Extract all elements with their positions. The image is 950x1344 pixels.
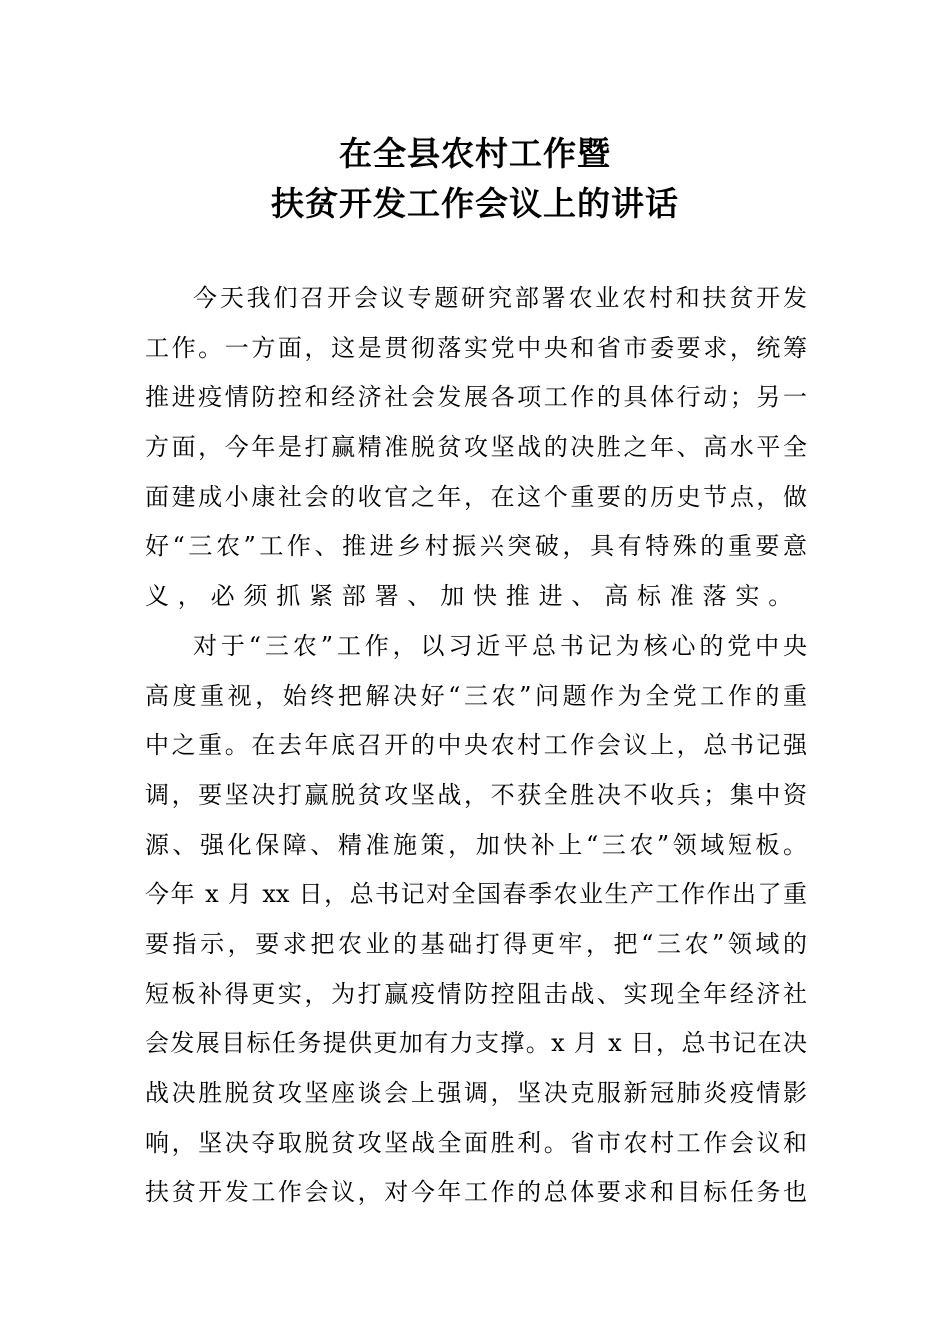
paragraph-2-line: 短板补得更实，为打赢疫情防控阻击战、实现全年经济社 [145, 979, 807, 1008]
paragraph-1-line: 方面，今年是打赢精准脱贫攻坚战的决胜之年、高水平全 [145, 433, 807, 462]
paragraph-1-line: 今天我们召开会议专题研究部署农业农村和扶贫开发 [193, 284, 807, 312]
document-title-line-2: 扶贫开发工作会议上的讲话 [271, 184, 679, 223]
paragraph-1-line: 好“三农”工作、推进乡村振兴突破，具有特殊的重要意 [145, 532, 807, 561]
paragraph-2-line: 今年 x 月 xx 日，总书记对全国春季农业生产工作作出了重 [145, 880, 807, 909]
paragraph-2-line: 高度重视，始终把解决好“三农”问题作为全党工作的重 [145, 681, 807, 710]
paragraph-2-line: 会发展目标任务提供更加有力支撑。x 月 x 日，总书记在决 [145, 1029, 807, 1058]
paragraph-2-line: 响，坚决夺取脱贫攻坚战全面胜利。省市农村工作会议和 [145, 1128, 807, 1157]
paragraph-1-line: 义，必须抓紧部署、加快推进、高标准落实。 [145, 582, 801, 611]
paragraph-2-line: 扶贫开发工作会议，对今年工作的总体要求和目标任务也 [145, 1178, 807, 1207]
paragraph-2-line: 对于“三农”工作，以习近平总书记为核心的党中央 [193, 631, 807, 660]
paragraph-1-line: 推进疫情防控和经济社会发展各项工作的具体行动；另一 [145, 383, 807, 412]
paragraph-2-line: 要指示，要求把农业的基础打得更牢，把“三农”领域的 [145, 929, 807, 958]
document-title-line-1: 在全县农村工作暨 [339, 134, 611, 173]
paragraph-2-line: 调，要坚决打赢脱贫攻坚战，不获全胜决不收兵；集中资 [145, 780, 807, 809]
paragraph-2-line: 源、强化保障、精准施策，加快补上“三农”领域短板。 [145, 830, 807, 859]
paragraph-2-line: 中之重。在去年底召开的中央农村工作会议上，总书记强 [145, 731, 807, 760]
document-body [145, 274, 807, 1218]
paragraph-1-line: 工作。一方面，这是贯彻落实党中央和省市委要求，统筹 [145, 333, 807, 362]
paragraph-1-line: 面建成小康社会的收官之年，在这个重要的历史节点，做 [145, 482, 807, 511]
paragraph-2-line: 战决胜脱贫攻坚座谈会上强调，坚决克服新冠肺炎疫情影 [145, 1079, 807, 1107]
